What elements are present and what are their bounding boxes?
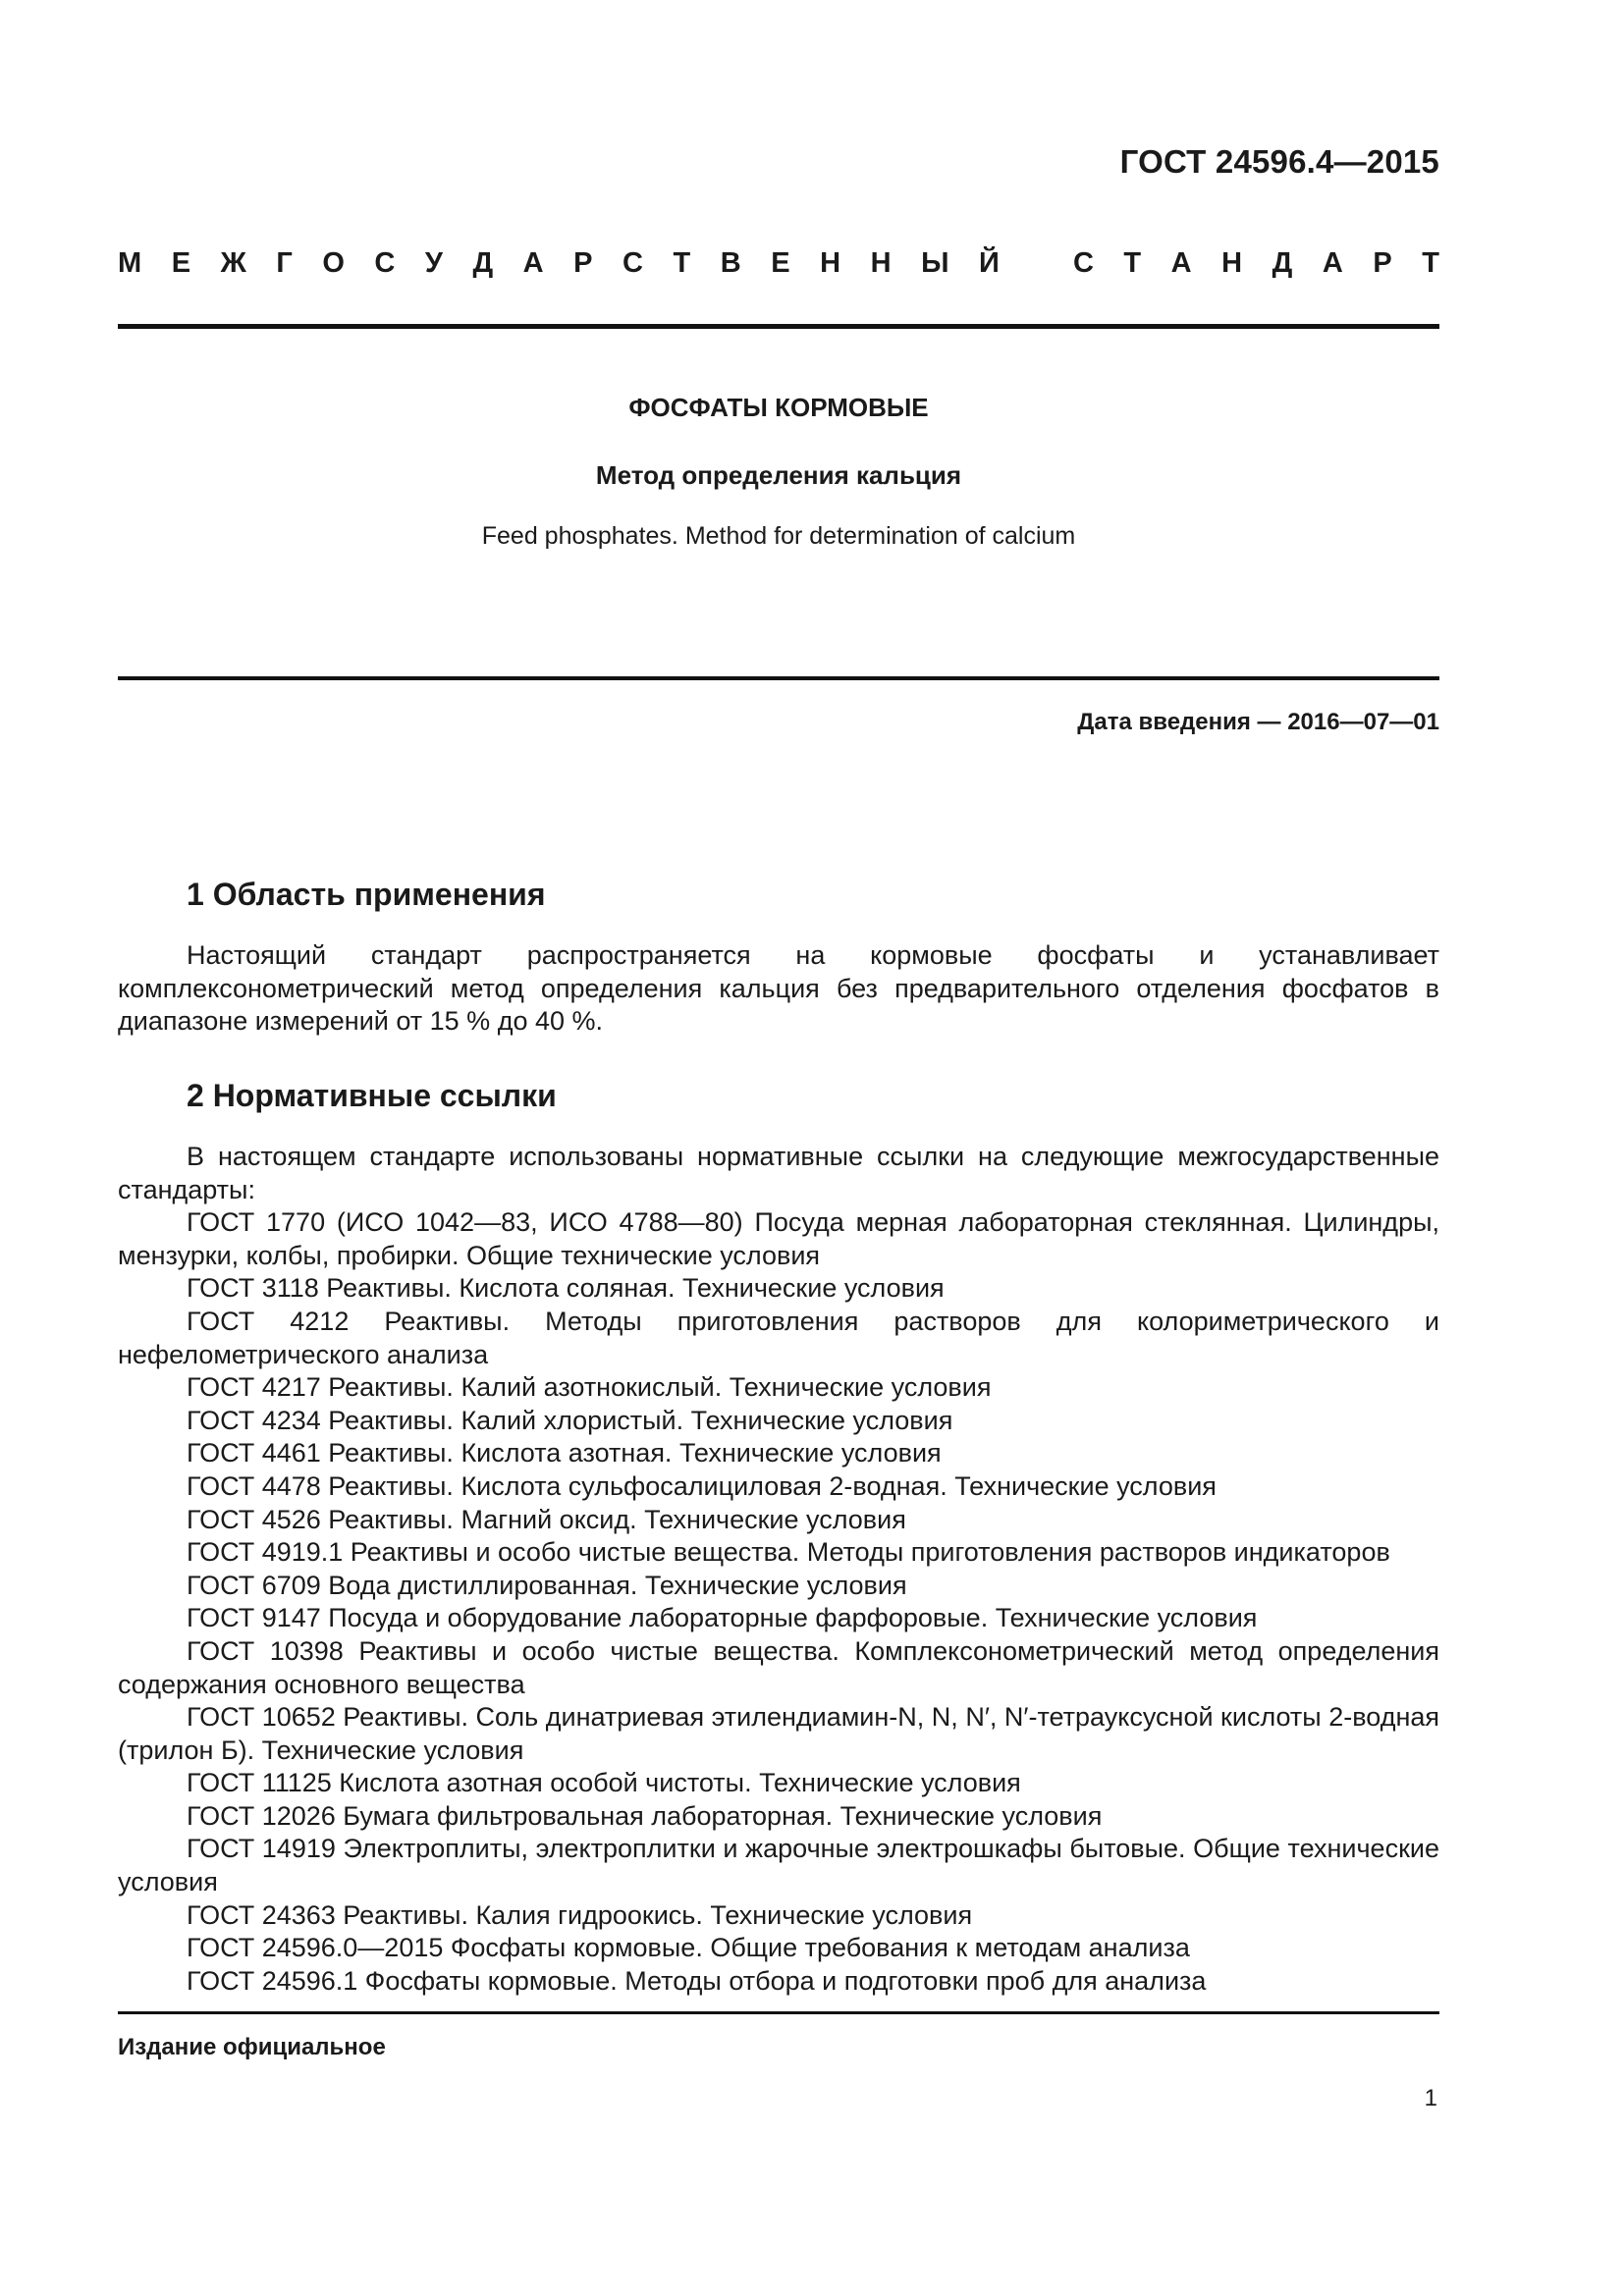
reference-item: ГОСТ 1770 (ИСО 1042—83, ИСО 4788—80) Посуда мерная лабораторная стеклянная. Цилиндры, мензурки, колбы, пробирки. Общие технические условия: [118, 1207, 1439, 1270]
reference-item: ГОСТ 4919.1 Реактивы и особо чистые вещества. Методы приготовления растворов индикаторов: [187, 1537, 1390, 1568]
standard-type-letter: В: [720, 247, 741, 279]
introduction-date: Дата введения — 2016—07—01: [1077, 709, 1439, 735]
standard-type-letter: Г: [276, 247, 293, 279]
reference-item: ГОСТ 4234 Реактивы. Калий хлористый. Технические условия: [187, 1405, 953, 1435]
standard-type-letter: Н: [870, 247, 892, 279]
reference-item: ГОСТ 3118 Реактивы. Кислота соляная. Технические условия: [187, 1273, 945, 1304]
reference-item: ГОСТ 24596.0—2015 Фосфаты кормовые. Общие требования к методам анализа: [187, 1933, 1190, 1963]
section-1-paragraph: Настоящий стандарт распространяется на кормовые фосфаты и устанавливает комплексонометрический метод определения кальция без предварительного отделения фосфатов в диапазоне измерений от 15 % до 40 %.: [118, 940, 1439, 1037]
normative-references-list: [118, 1206, 1439, 1998]
standard-type-letter: А: [1170, 247, 1192, 279]
section-2-body: [118, 1141, 1439, 1998]
section-2-heading: 2 Нормативные ссылки: [187, 1078, 557, 1113]
reference-item: ГОСТ 24363 Реактивы. Калия гидроокись. Технические условия: [187, 1899, 973, 1930]
reference-item: ГОСТ 4526 Реактивы. Магний оксид. Технические условия: [187, 1504, 906, 1534]
top-divider: [118, 324, 1439, 329]
reference-item: ГОСТ 11125 Кислота азотная особой чистоты. Технические условия: [187, 1768, 1021, 1798]
reference-item: ГОСТ 12026 Бумага фильтровальная лабораторная. Технические условия: [187, 1800, 1103, 1831]
standard-type-letter: Е: [771, 247, 790, 279]
standard-type-letter: О: [322, 247, 345, 279]
standard-type-letter: Ж: [220, 247, 246, 279]
standard-type-letter: А: [1322, 247, 1343, 279]
reference-item: ГОСТ 4478 Реактивы. Кислота сульфосалициловая 2-водная. Технические условия: [187, 1470, 1217, 1501]
footer-divider: [118, 2011, 1439, 2014]
standard-type-letter: М: [118, 247, 142, 279]
standard-type-letter: Й: [979, 247, 1000, 279]
standard-type-letter: Т: [1123, 247, 1142, 279]
document-title-english: Feed phosphates. Method for determination of calcium: [481, 522, 1076, 550]
standard-designation: ГОСТ 24596.4—2015: [1119, 143, 1439, 180]
standard-type-letter: Е: [171, 247, 191, 279]
section-1-heading: 1 Область применения: [187, 877, 546, 912]
standard-type-letter: [1029, 247, 1043, 280]
reference-item: ГОСТ 6709 Вода дистиллированная. Технические условия: [187, 1570, 907, 1600]
page-number: 1: [1424, 2085, 1437, 2111]
reference-item: ГОСТ 14919 Электроплиты, электроплитки и жарочные электрошкафы бытовые. Общие технические условия: [118, 1834, 1439, 1897]
edition-label: Издание официальное: [118, 2034, 386, 2060]
reference-item: ГОСТ 4212 Реактивы. Методы приготовления растворов для колориметрического и нефелометрического анализа: [118, 1306, 1439, 1369]
reference-item: ГОСТ 9147 Посуда и оборудование лабораторные фарфоровые. Технические условия: [187, 1603, 1258, 1633]
standard-type-letter: С: [1072, 247, 1094, 279]
reference-item: ГОСТ 10398 Реактивы и особо чистые вещества. Комплексонометрический метод определения содержания основного вещества: [118, 1635, 1439, 1699]
reference-item: ГОСТ 24596.1 Фосфаты кормовые. Методы отбора и подготовки проб для анализа: [187, 1965, 1207, 1996]
reference-item: ГОСТ 4461 Реактивы. Кислота азотная. Технические условия: [187, 1438, 942, 1468]
reference-item: ГОСТ 4217 Реактивы. Калий азотнокислый. Технические условия: [187, 1372, 992, 1403]
reference-item: ГОСТ 10652 Реактивы. Соль динатриевая этилендиамин-N, N, N′, N′-тетрауксусной кислоты 2-водная (трилон Б). Технические условия: [118, 1702, 1439, 1765]
standard-type-letter: У: [424, 247, 443, 279]
standard-type-heading: [118, 247, 1439, 280]
document-title: ФОСФАТЫ КОРМОВЫЕ: [628, 393, 929, 422]
standard-type-letter: Н: [1221, 247, 1243, 279]
standard-type-letter: С: [374, 247, 396, 279]
standard-type-letter: Н: [820, 247, 841, 279]
section-1-body: [118, 939, 1439, 1039]
document-subtitle: Метод определения кальция: [595, 460, 962, 490]
section-2-intro: В настоящем стандарте использованы нормативные ссылки на следующие межгосударственные стандарты:: [118, 1142, 1439, 1204]
standard-type-letter: А: [522, 247, 544, 279]
standard-type-letter: Д: [472, 247, 494, 279]
standard-type-letter: Ы: [921, 247, 949, 279]
standard-type-letter: Т: [673, 247, 691, 279]
standard-type-letter: С: [623, 247, 643, 279]
standard-type-letter: Д: [1272, 247, 1293, 279]
title-divider: [118, 676, 1439, 680]
standard-type-letter: Р: [573, 247, 593, 279]
standard-type-letter: Т: [1422, 247, 1439, 279]
standard-type-letter: Р: [1373, 247, 1392, 279]
